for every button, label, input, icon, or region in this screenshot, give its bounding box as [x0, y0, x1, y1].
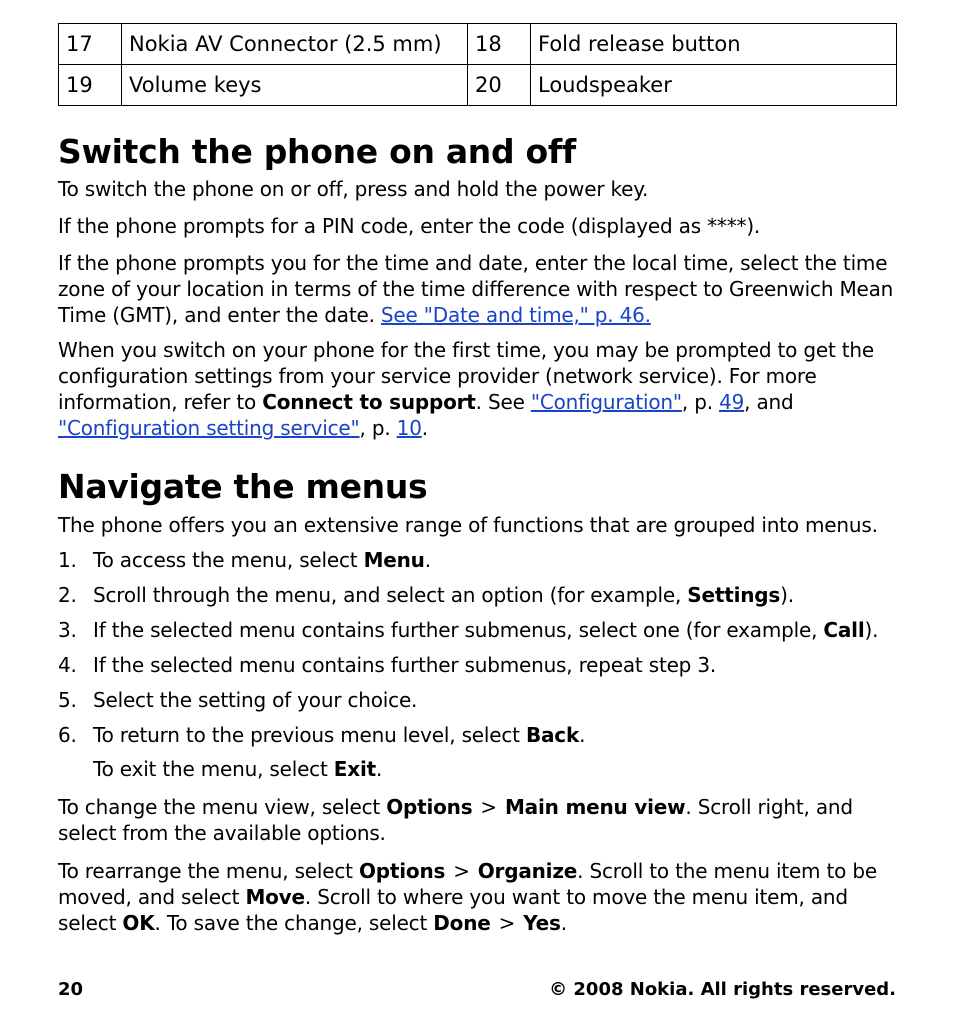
step-text: . — [375, 756, 383, 781]
list-item — [58, 756, 896, 782]
list-item — [58, 687, 896, 713]
paragraph: To switch the phone on or off, press and hold the power key. — [58, 177, 649, 202]
move-label: Move — [245, 884, 305, 909]
yes-label: Yes — [523, 910, 561, 935]
step-text: . — [424, 547, 431, 572]
options-label: Options — [358, 858, 446, 883]
step-text: To exit the menu, select — [93, 756, 334, 781]
page-footer — [58, 979, 896, 1000]
step-text: ). — [864, 617, 879, 642]
section-title-switch: Switch the phone on and off — [58, 132, 576, 171]
step-number: 3. — [58, 617, 77, 642]
page-10-link[interactable]: 10 — [396, 416, 422, 441]
table-cell: Fold release button — [531, 24, 897, 65]
paragraph-text: . See — [475, 390, 525, 415]
menu-separator: > — [453, 858, 470, 883]
table-row — [59, 24, 897, 65]
date-time-link[interactable]: See "Date and time," p. 46. — [380, 303, 651, 328]
list-item — [58, 617, 896, 643]
configuration-setting-service-link[interactable]: "Configuration setting service" — [58, 416, 360, 441]
options-label: Options — [386, 794, 473, 819]
paragraph-text: . Scroll to where you want to move the menu item, and select — [58, 884, 848, 935]
table-row — [59, 65, 897, 106]
list-item — [58, 582, 896, 608]
list-item — [58, 652, 896, 678]
paragraph — [58, 337, 896, 441]
table-cell: Loudspeaker — [531, 65, 897, 106]
back-label: Back — [525, 722, 580, 747]
paragraph-text: When you switch on your phone for the first time, you may be prompted to get the configuration settings from your service provider (network service). For more information, refer to — [58, 338, 874, 415]
table-cell: 19 — [59, 65, 122, 106]
step-text: To access the menu, select — [93, 547, 364, 572]
paragraph — [58, 858, 896, 936]
step-number: 2. — [58, 582, 77, 607]
paragraph-text: To rearrange the menu, select — [58, 858, 359, 883]
step-text: Scroll through the menu, and select an option (for example, — [93, 582, 688, 607]
call-label: Call — [823, 617, 865, 642]
organize-label: Organize — [477, 858, 578, 883]
step-text: To return to the previous menu level, select — [93, 722, 526, 747]
step-number: 4. — [58, 652, 77, 677]
steps-list — [58, 547, 896, 782]
paragraph-text: . — [421, 416, 428, 441]
step-text: ). — [780, 582, 794, 607]
ok-label: OK — [122, 910, 155, 935]
table-cell: 18 — [468, 24, 531, 65]
parts-table — [58, 23, 897, 106]
step-number: 1. — [58, 547, 77, 572]
list-item — [58, 722, 896, 748]
configuration-link[interactable]: "Configuration" — [530, 390, 682, 415]
step-number: 5. — [58, 687, 77, 712]
done-label: Done — [433, 910, 491, 935]
menu-separator: > — [480, 794, 497, 819]
paragraph-text: , p. — [681, 390, 713, 415]
connect-to-support-label: Connect to support — [262, 390, 476, 415]
list-item — [58, 547, 896, 573]
table-cell: Nokia AV Connector (2.5 mm) — [122, 24, 468, 65]
paragraph — [58, 794, 896, 846]
paragraph-text: , and — [744, 390, 794, 415]
paragraph-text: . Scroll right, and select from the available options. — [58, 794, 853, 845]
table-cell: 20 — [468, 65, 531, 106]
step-text: . — [579, 722, 586, 747]
paragraph-text: . To save the change, select — [154, 910, 434, 935]
page-49-link[interactable]: 49 — [719, 390, 745, 415]
paragraph-text: , p. — [359, 416, 391, 441]
main-menu-view-label: Main menu view — [504, 794, 686, 819]
menu-separator: > — [498, 910, 516, 935]
paragraph-text: . Scroll to the menu item to be moved, and select — [58, 858, 877, 909]
paragraph-text: If the phone prompts you for the time and date, enter the local time, select the time zone of your location in terms of the time difference with respect to Greenwich Mean Time (GMT), and enter the date. — [58, 251, 894, 328]
step-text: Select the setting of your choice. — [93, 687, 418, 712]
paragraph: If the phone prompts for a PIN code, enter the code (displayed as ****). — [58, 214, 761, 239]
menu-label: Menu — [363, 547, 425, 572]
paragraph-text: . — [560, 910, 567, 935]
copyright-notice: © 2008 Nokia. All rights reserved. — [549, 979, 896, 1000]
exit-label: Exit — [333, 756, 376, 781]
step-text: If the selected menu contains further submenus, select one (for example, — [93, 617, 824, 642]
paragraph — [58, 250, 896, 328]
section-title-navigate: Navigate the menus — [58, 467, 428, 507]
table-cell: 17 — [59, 24, 122, 65]
page-content — [58, 23, 896, 936]
paragraph-text: To change the menu view, select — [58, 794, 387, 819]
step-number: 6. — [58, 722, 77, 747]
settings-label: Settings — [687, 582, 781, 607]
table-cell: Volume keys — [122, 65, 468, 106]
paragraph: The phone offers you an extensive range of functions that are grouped into menus. — [58, 512, 878, 537]
page-number: 20 — [58, 979, 84, 1000]
step-text: If the selected menu contains further submenus, repeat step 3. — [93, 652, 717, 677]
